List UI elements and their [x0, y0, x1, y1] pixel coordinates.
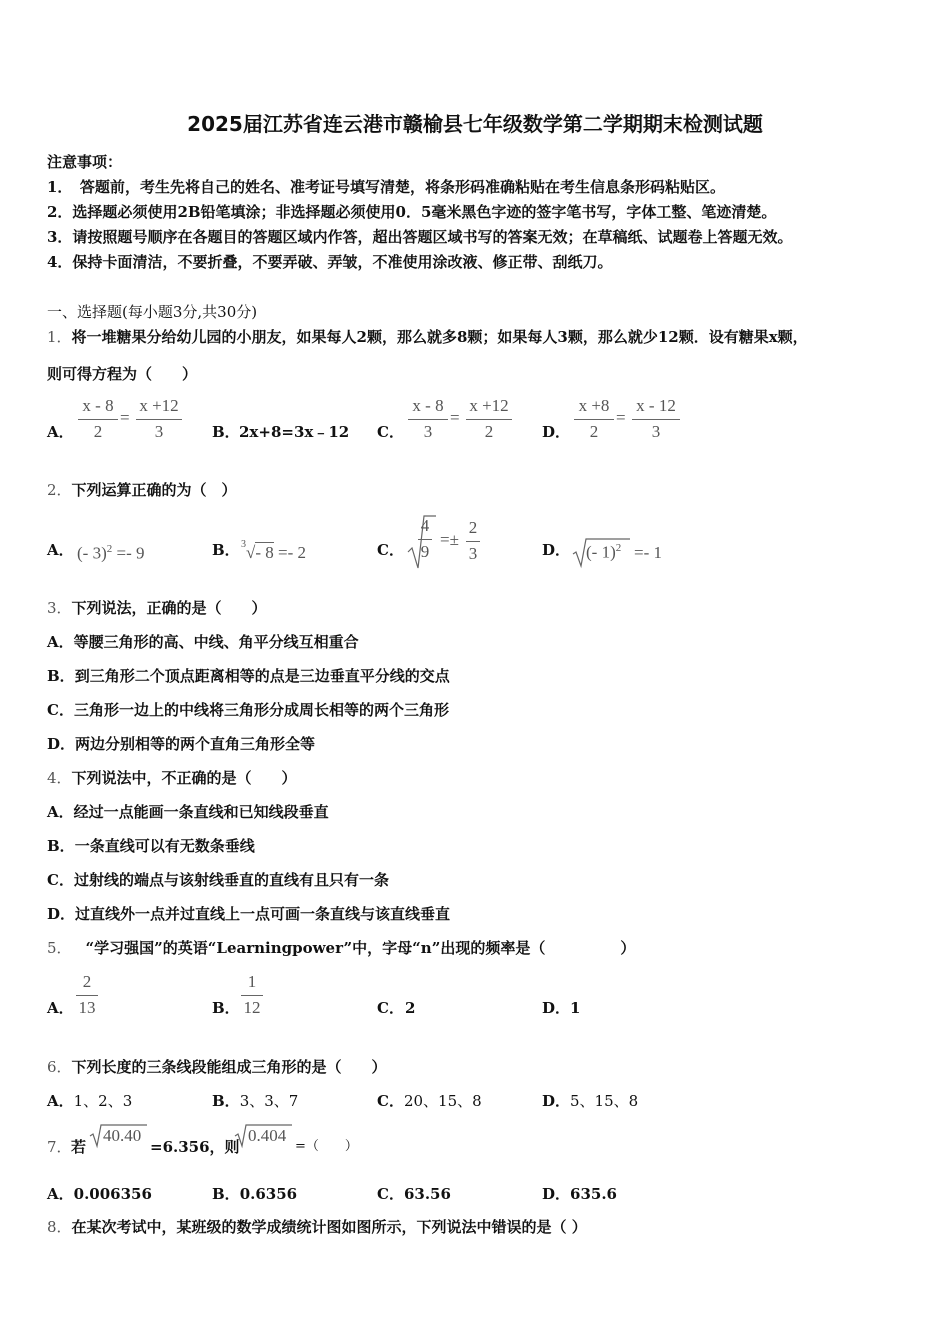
radical-expression: [586, 542, 621, 563]
option-text: 等腰三角形的高、中线、角平分线互相重合: [73, 633, 359, 651]
question-number: 6．: [47, 1058, 72, 1076]
option-label: A．: [47, 1185, 74, 1203]
option-text: 过直线外一点并过直线上一点可画一条直线与该直线垂直: [75, 905, 451, 923]
fraction: [78, 396, 118, 446]
cube-root-expression: [241, 539, 307, 563]
numerator: 1: [247, 972, 257, 991]
question-number: 4．: [47, 769, 72, 787]
question-number: 8．: [47, 1218, 72, 1236]
fraction-bar: [466, 419, 512, 420]
option-text: 5、15、8: [570, 1092, 639, 1110]
fraction-bar: [78, 419, 118, 420]
option-text: 1、2、3: [73, 1092, 133, 1110]
question-text: 下列运算正确的为（ ）: [71, 481, 237, 499]
question-number: 3．: [47, 599, 72, 617]
question-text: 在某次考试中，某班级的数学成绩统计图如图所示，下列说法中错误的是（ ）: [71, 1218, 587, 1236]
option-text: 20、15、8: [403, 1092, 482, 1110]
option-label: B．: [47, 837, 75, 855]
fraction: [632, 396, 680, 446]
option-c: [377, 1091, 482, 1111]
question-7-mid: =6.356，则: [150, 1138, 240, 1156]
rhs: =- 2: [278, 543, 307, 562]
option-c: [47, 870, 389, 890]
option-text: 63.56: [403, 1185, 451, 1203]
option-label: B．: [47, 667, 75, 685]
numerator: x - 8: [82, 396, 114, 415]
option-label-d: D．: [542, 541, 571, 559]
option-c: [47, 700, 449, 720]
option-label-d: D．: [542, 999, 571, 1017]
fraction: [574, 396, 614, 446]
denominator: 3: [423, 422, 433, 441]
option-label: C．: [377, 1185, 404, 1203]
equals-sign: =: [450, 408, 460, 427]
question-2: [47, 480, 237, 500]
radicand: - 8: [255, 543, 274, 562]
fraction: [418, 516, 432, 566]
option-label-c: C．: [377, 423, 404, 441]
fraction-bar: [76, 995, 98, 996]
fraction: [466, 518, 480, 568]
fraction-bar: [466, 541, 480, 542]
rhs: =- 9: [116, 543, 145, 563]
option-d: [47, 734, 315, 754]
numerator: 4: [420, 516, 430, 535]
radicand: (- 1): [586, 542, 616, 562]
option-b-text: 2x+8=3x﹣12: [239, 423, 350, 441]
option-label: C．: [47, 871, 74, 889]
option-text: 经过一点能画一条直线和已知线段垂直: [73, 803, 329, 821]
equals-sign: =: [616, 408, 626, 427]
question-1: [47, 327, 808, 347]
option-label-d: D．: [542, 423, 571, 441]
numerator: x - 8: [412, 396, 444, 415]
fraction: [241, 972, 263, 1022]
denominator: 2: [484, 422, 494, 441]
question-7-pre: 若: [71, 1138, 87, 1156]
fraction-bar: [418, 539, 432, 540]
option-a: [47, 802, 329, 822]
option-label: A．: [47, 803, 74, 821]
numerator: x +8: [578, 396, 610, 415]
fraction-bar: [574, 419, 614, 420]
question-3: [47, 598, 267, 618]
fraction: [76, 972, 98, 1022]
fraction: [466, 396, 512, 446]
question-number: 1．: [47, 328, 72, 346]
question-text: “学习强国”的英语“Learningpower”中，字母“n”出现的频率是（ ）: [85, 939, 636, 957]
option-label: D．: [542, 1092, 571, 1110]
option-label-c: C．: [377, 541, 404, 559]
question-text: 下列说法，正确的是（ ）: [71, 599, 267, 617]
numerator: x - 12: [636, 396, 676, 415]
exponent: 2: [106, 543, 113, 555]
option-label: D．: [47, 905, 76, 923]
notice-item: 4．保持卡面清洁，不要折叠，不要弄破、弄皱，不准使用涂改液、修正带、刮纸刀。: [47, 253, 613, 271]
option-a: [47, 1184, 152, 1204]
option-c: [377, 1184, 451, 1204]
option-label: A．: [47, 633, 74, 651]
option-text: 到三角形二个顶点距离相等的点是三边垂直平分线的交点: [74, 667, 450, 685]
radicand: 40.40: [103, 1126, 142, 1145]
page-title: 2025届江苏省连云港市赣榆县七年级数学第二学期期末检测试题: [187, 112, 763, 136]
option-text: 3、3、7: [239, 1092, 299, 1110]
fraction-bar: [632, 419, 680, 420]
question-1-continued: 则可得方程为（ ）: [47, 365, 198, 383]
option-text: 635.6: [570, 1185, 617, 1203]
option-c-text: 2: [405, 999, 416, 1017]
option-label-c: C．: [377, 999, 404, 1017]
denominator: 2: [93, 422, 103, 441]
question-5: [47, 938, 635, 958]
option-text: 0.006356: [73, 1185, 152, 1203]
option-label: A．: [47, 1092, 74, 1110]
denominator: 13: [78, 998, 96, 1017]
option-label-a: A．: [47, 999, 74, 1017]
numerator: x +12: [139, 396, 179, 415]
equals-sign: =: [120, 408, 130, 427]
numerator: x +12: [469, 396, 509, 415]
denominator: 3: [154, 422, 164, 441]
option-b: [47, 666, 450, 686]
option-label: D．: [47, 735, 76, 753]
radical-sign: √: [246, 543, 256, 562]
section-heading: 一、选择题(每小题3分,共30分): [47, 303, 258, 321]
option-b: [212, 1091, 298, 1111]
root-index: 3: [241, 539, 246, 551]
question-8: [47, 1217, 587, 1237]
question-4: [47, 768, 297, 788]
notice-item: 1． 答题前，考生先将自己的姓名、准考证号填写清楚，将条形码准确粘贴在考生信息条形码粘贴区。: [47, 178, 725, 196]
option-label: B．: [212, 1092, 240, 1110]
fraction: [408, 396, 448, 446]
option-label-a: A．: [47, 423, 74, 441]
radicand: 0.404: [248, 1126, 287, 1145]
question-number: 2．: [47, 481, 72, 499]
option-label-b: B．: [212, 999, 240, 1017]
option-label: D．: [542, 1185, 571, 1203]
option-text: 一条直线可以有无数条垂线: [74, 837, 255, 855]
option-text: 过射线的端点与该射线垂直的直线有且只有一条: [73, 871, 389, 889]
option-a: [47, 632, 359, 652]
question-number: 5．: [47, 939, 72, 957]
fraction-bar: [241, 995, 263, 996]
notice-item: 3．请按照题号顺序在各题目的答题区域内作答，超出答题区域书写的答案无效；在草稿纸、试题卷上答题无效。: [47, 228, 793, 246]
equals-plus-minus: =±: [440, 530, 459, 549]
power-expression: [77, 543, 144, 564]
option-label: B．: [212, 1185, 240, 1203]
option-label: C．: [47, 701, 74, 719]
numerator: 2: [468, 518, 478, 537]
denominator: 9: [420, 542, 430, 561]
notice-heading: 注意事项：: [47, 153, 123, 171]
fraction: [136, 396, 182, 446]
option-d: [542, 1091, 638, 1111]
question-7-number: 7．: [47, 1138, 72, 1156]
option-label-a: A．: [47, 541, 74, 559]
option-text: 0.6356: [239, 1185, 298, 1203]
question-text: 下列长度的三条线段能组成三角形的是（ ）: [71, 1058, 387, 1076]
fraction-bar: [136, 419, 182, 420]
option-text: 两边分别相等的两个直角三角形全等: [75, 735, 316, 753]
denominator: 3: [651, 422, 661, 441]
option-label-b: B．: [212, 541, 240, 559]
option-d: [542, 1184, 617, 1204]
option-b: [47, 836, 255, 856]
question-text: 将一堆糖果分给幼儿园的小朋友，如果每人2颗，那么就多8颗；如果每人3颗，那么就少12颗．设有糖果x颗，: [71, 328, 808, 346]
option-a: [47, 1091, 132, 1111]
rhs: =- 1: [634, 543, 662, 562]
option-b: [212, 1184, 297, 1204]
option-d: [47, 904, 450, 924]
denominator: 3: [468, 544, 478, 563]
numerator: 2: [82, 972, 92, 991]
question-7-post: =（ ）: [295, 1139, 358, 1154]
question-6: [47, 1057, 387, 1077]
notice-item: 2．选择题必须使用2B铅笔填涂；非选择题必须使用0．5毫米黑色字迹的签字笔书写，字体工整、笔迹清楚。: [47, 203, 777, 221]
option-label-b: B．: [212, 423, 240, 441]
denominator: 2: [589, 422, 599, 441]
option-text: 三角形一边上的中线将三角形分成周长相等的两个三角形: [73, 701, 449, 719]
exponent: 2: [615, 542, 622, 554]
base: (- 3): [77, 543, 107, 563]
option-label: C．: [377, 1092, 404, 1110]
fraction-bar: [408, 419, 448, 420]
denominator: 12: [243, 998, 261, 1017]
option-d-text: 1: [570, 999, 581, 1017]
question-text: 下列说法中，不正确的是（ ）: [71, 769, 297, 787]
